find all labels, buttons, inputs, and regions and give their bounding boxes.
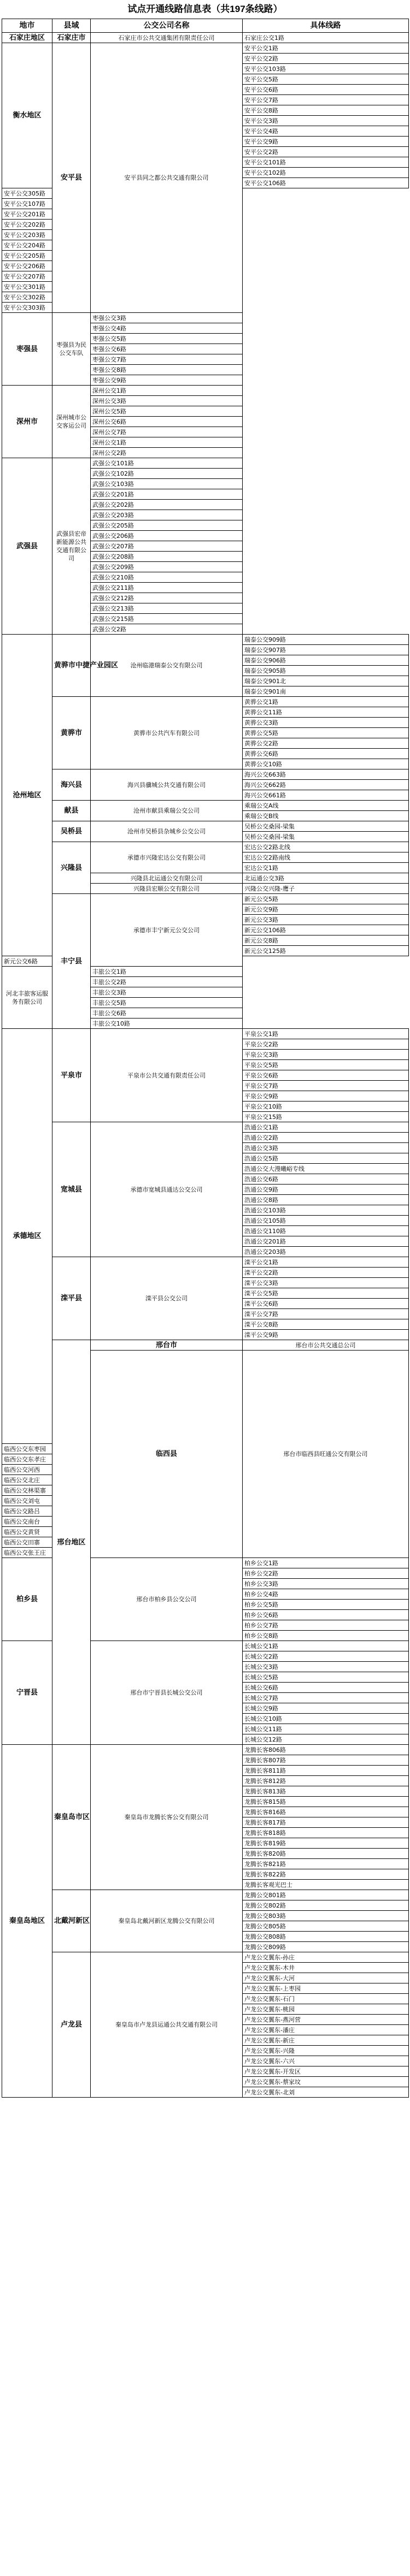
table-row — [2, 43, 409, 54]
route-cell: 浩通公交6路 — [243, 1174, 409, 1185]
county-cell: 宽城县 — [52, 1122, 91, 1257]
route-cell: 黄骅公交2路 — [243, 738, 409, 749]
route-cell: 吴桥公交桑园-梁集 — [243, 832, 409, 842]
route-cell: 兴隆公交兴隆-鹰子 — [243, 884, 409, 894]
route-cell: 平泉公交1路 — [243, 1029, 409, 1039]
route-cell: 滦平公交2路 — [243, 1268, 409, 1278]
route-cell: 龙腾公交809路 — [243, 1942, 409, 1952]
route-cell: 瑞泰公交901南 — [243, 686, 409, 697]
route-cell: 安平公交103路 — [243, 64, 409, 74]
route-cell: 滦平公交9路 — [243, 1330, 409, 1340]
county-cell: 黄骅市 — [52, 697, 91, 769]
route-cell: 龙腾长客806路 — [243, 1745, 409, 1755]
route-cell: 丰旅公交1路 — [91, 967, 243, 977]
route-cell: 平泉公交2路 — [243, 1039, 409, 1050]
route-cell: 卢龙公交翼东-桃园 — [243, 2004, 409, 2015]
header-county: 县域 — [52, 19, 91, 33]
route-cell: 龙腾长客819路 — [243, 1838, 409, 1849]
route-cell: 浩通公交8路 — [243, 1195, 409, 1205]
route-cell: 武强公交209路 — [91, 562, 243, 572]
route-cell: 浩通公交201路 — [243, 1236, 409, 1247]
route-cell: 平泉公交3路 — [243, 1050, 409, 1060]
route-cell: 安平公交203路 — [2, 230, 52, 240]
table-row — [2, 1122, 409, 1133]
company-cell: 邢台市临西县旺通公交有限公司 — [243, 1351, 409, 1558]
table-body — [2, 33, 409, 2098]
route-cell: 安平公交206路 — [2, 261, 52, 271]
route-cell: 卢龙公交翼东-蔡家坟 — [243, 2077, 409, 2087]
route-cell: 武强公交101路 — [91, 458, 243, 469]
company-cell: 海兴县骥城公共交通有限公司 — [91, 769, 243, 801]
route-cell: 平泉公交7路 — [243, 1081, 409, 1091]
route-cell: 卢龙公交翼东-新庄 — [243, 2035, 409, 2046]
county-cell: 临西县 — [91, 1351, 243, 1558]
route-cell: 枣强公交8路 — [91, 365, 243, 375]
route-cell: 黄骅公交5路 — [243, 728, 409, 738]
route-cell: 浩通公交9路 — [243, 1185, 409, 1195]
route-cell: 龙腾公交808路 — [243, 1932, 409, 1942]
route-cell: 柏乡公交4路 — [243, 1589, 409, 1600]
route-cell: 浩通公交105路 — [243, 1216, 409, 1226]
table-row — [2, 894, 409, 904]
route-cell: 瑞泰公交901北 — [243, 676, 409, 686]
route-cell: 长城公交6路 — [243, 1683, 409, 1693]
route-cell: 龙腾长客807路 — [243, 1755, 409, 1766]
route-cell: 滦平公交7路 — [243, 1309, 409, 1319]
route-cell: 武强公交203路 — [91, 510, 243, 520]
company-cell: 石家庄市公共交通集团有限责任公司 — [91, 33, 243, 43]
route-cell: 深州公交7路 — [91, 427, 243, 437]
route-cell: 安平公交7路 — [243, 95, 409, 105]
route-cell: 黄骅公交10路 — [243, 759, 409, 769]
route-cell: 龙腾长客822路 — [243, 1869, 409, 1880]
county-cell: 丰宁县 — [52, 894, 91, 1029]
route-cell: 武强公交210路 — [91, 572, 243, 583]
route-cell: 武强公交211路 — [91, 583, 243, 593]
route-cell: 深州公交1路 — [91, 437, 243, 448]
company-cell: 兴隆县宏顺公交有限公司 — [91, 884, 243, 894]
route-cell: 临西公交张王庄 — [2, 1548, 52, 1558]
route-cell: 枣强公交7路 — [91, 354, 243, 365]
company-cell: 沧州市献县乘瑞公交公司 — [91, 801, 243, 821]
route-cell: 卢龙公交翼东-孙庄 — [243, 1952, 409, 1963]
route-cell: 瑞泰公交906路 — [243, 655, 409, 666]
company-cell: 枣强县为民公交车队 — [52, 313, 91, 386]
header-route: 具体线路 — [243, 19, 409, 33]
route-cell: 深州公交2路 — [91, 448, 243, 458]
company-cell: 平泉市公共交通有限责任公司 — [91, 1029, 243, 1122]
route-cell: 黄骅公交1路 — [243, 697, 409, 707]
table-row — [2, 458, 409, 469]
route-cell: 安平公交303路 — [2, 303, 52, 313]
table-row — [2, 313, 409, 323]
route-cell: 宏达公交1路 — [243, 863, 409, 873]
route-cell: 龙腾公交803路 — [243, 1911, 409, 1921]
route-cell: 卢龙公交翼东-燕河营 — [243, 2015, 409, 2025]
route-cell: 临西公交北庄 — [2, 1475, 52, 1485]
route-cell: 深州公交1路 — [91, 386, 243, 396]
county-cell: 武强县 — [2, 458, 52, 635]
route-cell: 枣强公交4路 — [91, 323, 243, 334]
county-cell: 安平县 — [52, 43, 91, 313]
route-cell: 新元公交3路 — [243, 915, 409, 925]
company-cell: 黄骅市公共汽车有限公司 — [91, 697, 243, 769]
route-cell: 安平公交107路 — [2, 199, 52, 209]
route-cell: 武强公交206路 — [91, 531, 243, 541]
route-cell: 枣强公交5路 — [91, 334, 243, 344]
route-cell: 长城公交5路 — [243, 1672, 409, 1683]
route-cell: 武强公交215路 — [91, 614, 243, 624]
company-cell: 河北丰旅客运服务有限公司 — [2, 967, 52, 1029]
table-row — [2, 635, 409, 645]
route-cell: 龙腾长客813路 — [243, 1786, 409, 1797]
route-cell: 滦平公交5路 — [243, 1288, 409, 1299]
route-cell: 乘瑞公交A线 — [243, 801, 409, 811]
route-cell: 临西公交林渠寨 — [2, 1485, 52, 1496]
company-cell: 承德市丰宁新元公交公司 — [91, 894, 243, 967]
route-cell: 卢龙公交翼东-大河 — [243, 1973, 409, 1983]
route-cell: 柏乡公交7路 — [243, 1620, 409, 1631]
table-row — [2, 769, 409, 780]
table-row — [2, 1257, 409, 1268]
route-cell: 浩通公交203路 — [243, 1247, 409, 1257]
route-cell: 武强公交102路 — [91, 469, 243, 479]
route-cell: 长城公交2路 — [243, 1651, 409, 1662]
table-row — [2, 1952, 409, 1963]
table-row — [2, 33, 409, 43]
route-cell: 长城公交1路 — [243, 1641, 409, 1651]
route-cell: 龙腾长客815路 — [243, 1797, 409, 1807]
route-cell: 滦平公交3路 — [243, 1278, 409, 1288]
route-cell: 枣强公交9路 — [91, 375, 243, 386]
route-cell: 卢龙公交翼东-开发区 — [243, 2066, 409, 2077]
route-cell: 瑞泰公交909路 — [243, 635, 409, 645]
route-cell: 卢龙公交翼东-潘庄 — [243, 2025, 409, 2035]
route-cell: 卢龙公交翼东-北刘 — [243, 2087, 409, 2098]
city-cell: 石家庄地区 — [2, 33, 52, 43]
route-cell: 浩通公交3路 — [243, 1143, 409, 1153]
route-cell: 龙腾公交801路 — [243, 1890, 409, 1900]
table-row — [2, 1890, 409, 1900]
company-cell: 秦皇岛市龙腾长客公交有限公司 — [91, 1745, 243, 1890]
table-row — [2, 386, 409, 396]
route-cell: 安平公交201路 — [2, 209, 52, 220]
route-cell: 黄骅公交3路 — [243, 718, 409, 728]
route-cell: 柏乡公交5路 — [243, 1600, 409, 1610]
company-cell: 承德市兴隆宏达公交有限公司 — [91, 842, 243, 873]
route-cell: 丰旅公交6路 — [91, 1008, 243, 1018]
route-cell: 龙腾长客816路 — [243, 1807, 409, 1817]
county-cell: 枣强县 — [2, 313, 52, 386]
route-table — [2, 19, 409, 2098]
county-cell: 滦平县 — [52, 1257, 91, 1340]
route-cell: 龙腾公交802路 — [243, 1900, 409, 1911]
route-cell: 武强公交201路 — [91, 489, 243, 500]
route-cell: 新元公交106路 — [243, 925, 409, 935]
table-row — [2, 821, 409, 832]
route-cell: 武强公交205路 — [91, 520, 243, 531]
route-cell: 临西公交田寨 — [2, 1537, 52, 1548]
company-cell: 邢台市柏乡县公交公司 — [91, 1558, 243, 1641]
county-cell: 平泉市 — [52, 1029, 91, 1122]
route-cell: 柏乡公交3路 — [243, 1579, 409, 1589]
route-cell: 浩通公交5路 — [243, 1153, 409, 1164]
route-cell: 安平公交1路 — [243, 43, 409, 54]
company-cell: 安平县同之都公共交通有限公司 — [91, 43, 243, 313]
route-cell: 武强公交202路 — [91, 500, 243, 510]
route-cell: 临西公交东枣园 — [2, 1444, 52, 1454]
company-cell: 兴隆县北运通公交有限公司 — [91, 873, 243, 884]
route-cell: 安平公交4路 — [243, 126, 409, 137]
route-cell: 海兴公交662路 — [243, 780, 409, 790]
route-cell: 卢龙公交翼东-木井 — [243, 1963, 409, 1973]
header-row — [2, 19, 409, 33]
route-cell: 临西公交刘屯 — [2, 1496, 52, 1506]
route-cell: 卢龙公交翼东-石门 — [243, 1994, 409, 2004]
route-cell: 安平公交8路 — [243, 105, 409, 116]
company-cell: 武强县宏帝新能源公共交通有限公司 — [52, 458, 91, 635]
city-cell: 衡水地区 — [2, 43, 52, 188]
route-cell: 新元公交6路 — [2, 956, 52, 967]
route-cell: 武强公交207路 — [91, 541, 243, 552]
route-cell: 黄骅公交6路 — [243, 749, 409, 759]
table-row — [2, 842, 409, 852]
route-cell: 深州公交5路 — [91, 406, 243, 417]
route-cell: 丰旅公交10路 — [91, 1018, 243, 1029]
header-company: 公交公司名称 — [91, 19, 243, 33]
route-cell: 长城公交11路 — [243, 1724, 409, 1734]
route-cell: 武强公交103路 — [91, 479, 243, 489]
company-cell: 秦皇岛市卢龙县运通公共交通有限公司 — [91, 1952, 243, 2098]
route-cell: 宏达公交2路北线 — [243, 842, 409, 852]
company-cell: 沧州市吴桥县杂城乡公交公司 — [91, 821, 243, 842]
route-cell: 平泉公交15路 — [243, 1112, 409, 1122]
company-cell: 邢台市公共交通总公司 — [243, 1340, 409, 1351]
route-cell: 卢龙公交翼东-六兴 — [243, 2056, 409, 2066]
city-cell: 秦皇岛地区 — [2, 1745, 52, 2098]
route-cell: 柏乡公交1路 — [243, 1558, 409, 1568]
route-cell: 浩通公交103路 — [243, 1205, 409, 1216]
route-cell: 滦平公交8路 — [243, 1319, 409, 1330]
route-cell: 枣强公交6路 — [91, 344, 243, 354]
route-cell: 平泉公交10路 — [243, 1102, 409, 1112]
route-cell: 武强公交208路 — [91, 552, 243, 562]
route-cell: 武强公交212路 — [91, 593, 243, 603]
route-cell: 海兴公交663路 — [243, 769, 409, 780]
route-cell: 平泉公交9路 — [243, 1091, 409, 1102]
city-cell: 承德地区 — [2, 1029, 52, 1444]
route-cell: 宏达公交2路南线 — [243, 852, 409, 863]
county-cell: 卢龙县 — [52, 1952, 91, 2098]
county-cell: 黄骅市中捷产业园区 — [52, 635, 91, 697]
route-cell: 龙腾长客812路 — [243, 1776, 409, 1786]
route-cell: 安平公交9路 — [243, 137, 409, 147]
route-cell: 浩通公交110路 — [243, 1226, 409, 1236]
route-cell: 龙腾长客811路 — [243, 1766, 409, 1776]
route-cell: 新元公交125路 — [243, 946, 409, 956]
route-cell: 丰旅公交5路 — [91, 998, 243, 1008]
route-cell: 安平公交305路 — [2, 188, 52, 199]
county-cell: 邢台市 — [91, 1340, 243, 1351]
company-cell: 滦平县公交公司 — [91, 1257, 243, 1340]
route-cell: 安平公交102路 — [243, 168, 409, 178]
route-cell: 卢龙公交翼东-兴隆 — [243, 2046, 409, 2056]
county-cell: 献县 — [52, 801, 91, 821]
route-cell: 卢龙公交翼东-上枣园 — [243, 1983, 409, 1994]
county-cell: 石家庄市 — [52, 33, 91, 43]
company-cell: 承德市宽城县通达公交公司 — [91, 1122, 243, 1257]
route-cell: 新元公交5路 — [243, 894, 409, 904]
route-cell: 柏乡公交2路 — [243, 1568, 409, 1579]
route-cell: 深州公交3路 — [91, 396, 243, 406]
county-cell: 秦皇岛市区 — [52, 1745, 91, 1890]
route-cell: 丰旅公交2路 — [91, 977, 243, 987]
route-cell: 吴桥公交桑园-梁集 — [243, 821, 409, 832]
table-row — [2, 801, 409, 811]
route-cell: 安平公交207路 — [2, 271, 52, 282]
route-cell: 柏乡公交6路 — [243, 1610, 409, 1620]
route-cell: 浩通公交1路 — [243, 1122, 409, 1133]
route-cell: 柏乡公交8路 — [243, 1631, 409, 1641]
route-cell: 长城公交9路 — [243, 1703, 409, 1714]
table-row — [2, 1029, 409, 1039]
route-cell: 安平公交6路 — [243, 85, 409, 95]
route-cell: 安平公交302路 — [2, 292, 52, 303]
company-cell: 秦皇岛北戴河新区龙腾公交有限公司 — [91, 1890, 243, 1952]
route-cell: 武强公交213路 — [91, 603, 243, 614]
route-cell: 安平公交204路 — [2, 240, 52, 251]
county-cell: 吴桥县 — [52, 821, 91, 842]
table-title: 试点开通线路信息表（共197条线路） — [127, 4, 283, 14]
route-cell: 安平公交301路 — [2, 282, 52, 292]
route-cell: 滦平公交1路 — [243, 1257, 409, 1268]
company-cell: 邢台市宁晋县长城公交公司 — [91, 1641, 243, 1745]
route-cell: 石家庄公交1路 — [243, 33, 409, 43]
route-cell: 安平公交101路 — [243, 157, 409, 168]
county-cell: 柏乡县 — [2, 1558, 52, 1641]
route-cell: 海兴公交661路 — [243, 790, 409, 801]
route-cell: 长城公交3路 — [243, 1662, 409, 1672]
route-cell: 丰旅公交3路 — [91, 987, 243, 998]
route-cell: 安平公交106路 — [243, 178, 409, 188]
route-cell: 武强公交2路 — [91, 624, 243, 635]
route-cell: 乘瑞公交B线 — [243, 811, 409, 821]
route-cell: 北运通公交3路 — [243, 873, 409, 884]
route-cell: 平泉公交6路 — [243, 1070, 409, 1081]
route-cell: 龙腾长客820路 — [243, 1849, 409, 1859]
route-cell: 枣强公交3路 — [91, 313, 243, 323]
route-cell: 瑞泰公交907路 — [243, 645, 409, 655]
route-cell: 瑞泰公交905路 — [243, 666, 409, 676]
route-cell: 龙腾长客817路 — [243, 1817, 409, 1828]
table-row — [2, 697, 409, 707]
route-cell: 深州公交6路 — [91, 417, 243, 427]
company-cell: 沧州临港瑞泰公交有限公司 — [91, 635, 243, 697]
route-cell: 安平公交3路 — [243, 116, 409, 126]
route-cell: 临西公交河西 — [2, 1465, 52, 1475]
county-cell: 兴隆县 — [52, 842, 91, 894]
route-cell: 黄骅公交11路 — [243, 707, 409, 718]
county-cell: 宁晋县 — [2, 1641, 52, 1745]
city-cell: 邢台地区 — [52, 1340, 91, 1745]
route-cell: 安平公交2路 — [243, 54, 409, 64]
route-cell: 龙腾公交805路 — [243, 1921, 409, 1932]
route-cell: 滦平公交6路 — [243, 1299, 409, 1309]
route-cell: 安平公交205路 — [2, 251, 52, 261]
county-cell: 北戴河新区 — [52, 1890, 91, 1952]
route-cell: 安平公交2路 — [243, 147, 409, 157]
route-cell: 新元公交8路 — [243, 935, 409, 946]
route-cell: 平泉公交5路 — [243, 1060, 409, 1070]
table-row — [2, 1745, 409, 1755]
route-cell: 临西公交路吕 — [2, 1506, 52, 1517]
city-cell: 沧州地区 — [2, 635, 52, 956]
county-cell: 深州市 — [2, 386, 52, 458]
route-cell: 临西公交黄贤 — [2, 1527, 52, 1537]
route-cell: 浩通公交大漫曦峪专线 — [243, 1164, 409, 1174]
company-cell: 深州城市公交客运公司 — [52, 386, 91, 458]
route-cell: 龙腾长客观光巴士 — [243, 1880, 409, 1890]
route-cell: 龙腾长客821路 — [243, 1859, 409, 1869]
route-cell: 临西公交南台 — [2, 1517, 52, 1527]
route-cell: 安平公交202路 — [2, 220, 52, 230]
header-city: 地市 — [2, 19, 52, 33]
route-cell: 临西公交东孝庄 — [2, 1454, 52, 1465]
route-cell: 长城公交7路 — [243, 1693, 409, 1703]
route-cell: 龙腾长客818路 — [243, 1828, 409, 1838]
route-cell: 长城公交12路 — [243, 1734, 409, 1745]
route-cell: 安平公交5路 — [243, 74, 409, 85]
county-cell: 海兴县 — [52, 769, 91, 801]
route-cell: 长城公交10路 — [243, 1714, 409, 1724]
route-cell: 新元公交9路 — [243, 904, 409, 915]
route-cell: 浩通公交2路 — [243, 1133, 409, 1143]
table-row — [2, 1340, 409, 1351]
